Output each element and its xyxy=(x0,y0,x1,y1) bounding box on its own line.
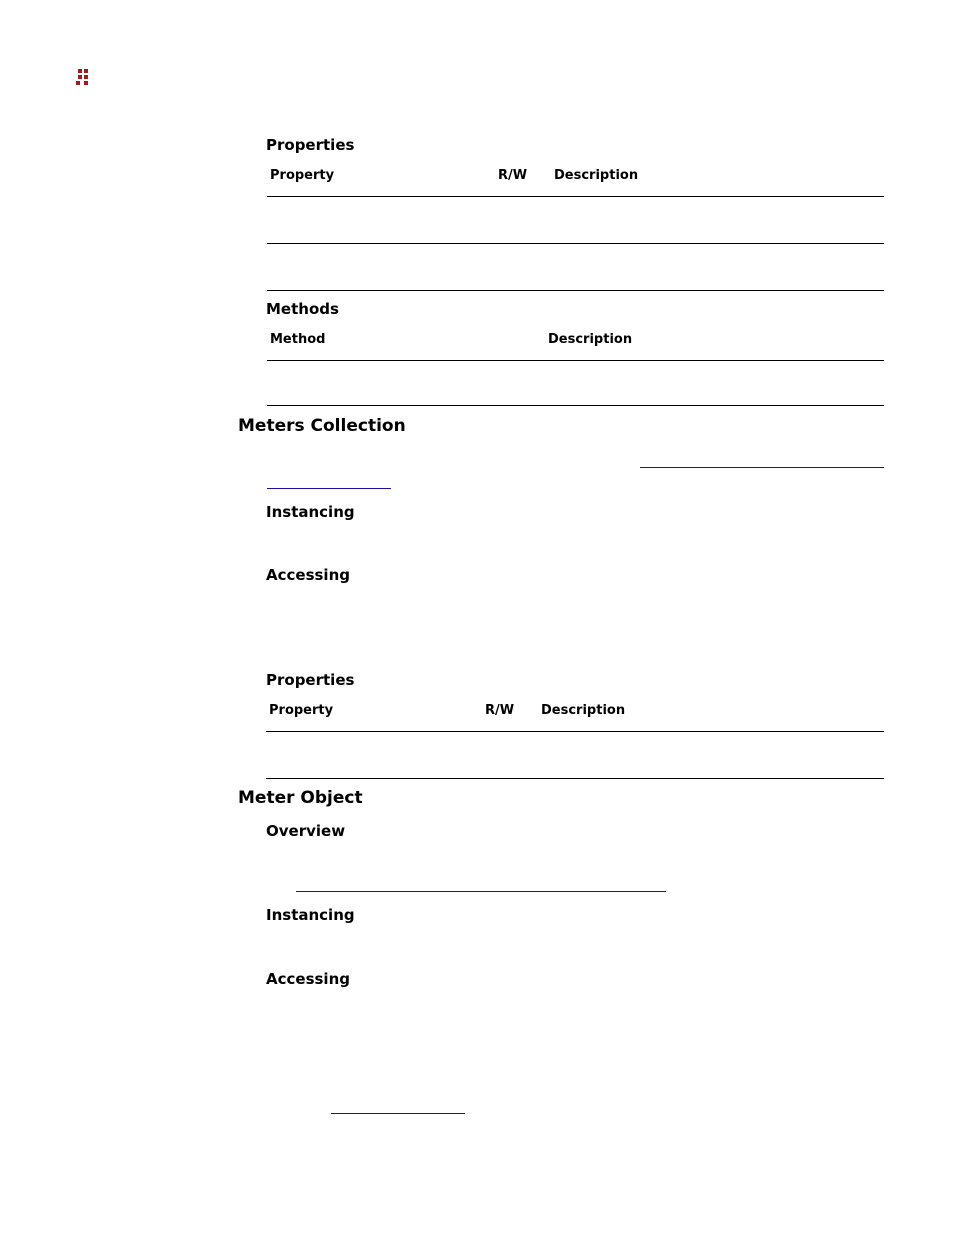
accessing-heading: Accessing xyxy=(266,566,350,584)
column-header-rw: R/W xyxy=(485,703,515,718)
column-header-description: Description xyxy=(548,332,633,347)
cross-reference-link[interactable] xyxy=(296,891,666,892)
table-row-rule xyxy=(267,290,884,291)
instancing-heading: Instancing xyxy=(266,906,355,924)
table-header-rule xyxy=(266,731,884,732)
properties-heading: Properties xyxy=(266,671,355,689)
column-header-property: Property xyxy=(269,703,334,718)
table-header-rule xyxy=(267,196,884,197)
properties-heading: Properties xyxy=(266,136,355,154)
column-header-property: Property xyxy=(270,168,335,183)
cross-reference-link[interactable] xyxy=(331,1113,465,1114)
meters-collection-heading: Meters Collection xyxy=(238,416,406,436)
brand-logo-icon xyxy=(76,69,90,85)
table-row-rule xyxy=(267,243,884,244)
table-row-rule xyxy=(266,778,884,779)
cross-reference-link[interactable] xyxy=(267,488,391,489)
table-row-rule xyxy=(267,405,884,406)
column-header-description: Description xyxy=(554,168,639,183)
meter-object-heading: Meter Object xyxy=(238,788,363,808)
table-header-rule xyxy=(267,360,884,361)
column-header-rw: R/W xyxy=(498,168,528,183)
column-header-description: Description xyxy=(541,703,626,718)
cross-reference-link[interactable] xyxy=(640,467,884,468)
overview-heading: Overview xyxy=(266,822,346,840)
column-header-method: Method xyxy=(270,332,326,347)
accessing-heading: Accessing xyxy=(266,970,350,988)
methods-heading: Methods xyxy=(266,300,339,318)
instancing-heading: Instancing xyxy=(266,503,355,521)
